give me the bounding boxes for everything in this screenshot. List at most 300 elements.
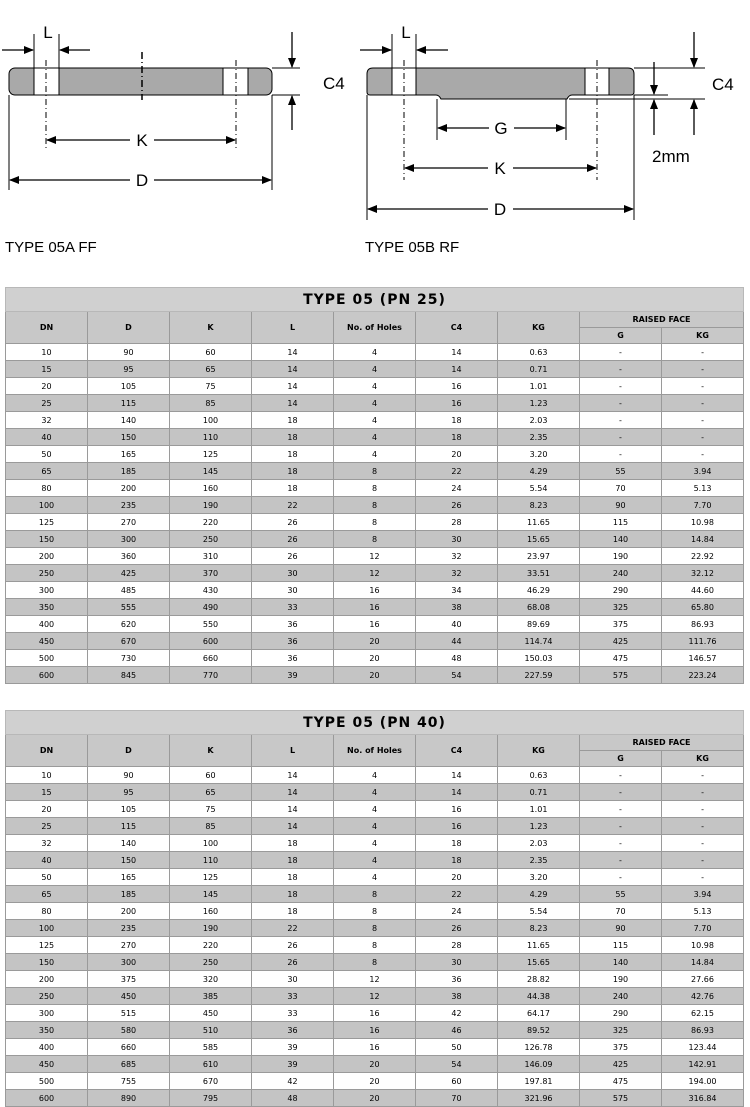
cell-rf-kg: - [662, 395, 744, 412]
cell-holes: 4 [334, 361, 416, 378]
cell-c4: 16 [416, 818, 498, 835]
cell-kg: 197.81 [498, 1073, 580, 1090]
cell-c4: 30 [416, 531, 498, 548]
cell-kg: 0.71 [498, 361, 580, 378]
cell-l: 26 [252, 514, 334, 531]
table-row [6, 497, 744, 514]
cell-l: 18 [252, 429, 334, 446]
cell-dn: 250 [6, 988, 88, 1005]
cell-holes: 8 [334, 920, 416, 937]
cell-rf-kg: - [662, 429, 744, 446]
cell-rf-g: 90 [580, 497, 662, 514]
cell-c4: 16 [416, 378, 498, 395]
cell-d: 90 [88, 767, 170, 784]
cell-dn: 10 [6, 767, 88, 784]
col-header-raised-face: RAISED FACE [580, 312, 744, 328]
cell-l: 22 [252, 497, 334, 514]
cell-k: 490 [170, 599, 252, 616]
cell-rf-g: 55 [580, 886, 662, 903]
cell-l: 36 [252, 616, 334, 633]
cell-rf-kg: 10.98 [662, 937, 744, 954]
cell-c4: 22 [416, 886, 498, 903]
cell-c4: 26 [416, 497, 498, 514]
cell-rf-kg: 10.98 [662, 514, 744, 531]
cell-kg: 150.03 [498, 650, 580, 667]
cell-holes: 8 [334, 480, 416, 497]
cell-holes: 4 [334, 429, 416, 446]
cell-d: 165 [88, 446, 170, 463]
cell-d: 620 [88, 616, 170, 633]
flange-drawings [0, 0, 750, 280]
col-header-dn: DN [6, 735, 88, 767]
cell-l: 39 [252, 1056, 334, 1073]
dim-label-l-b: L [401, 23, 411, 42]
col-header-dn: DN [6, 312, 88, 344]
cell-l: 18 [252, 886, 334, 903]
cell-dn: 250 [6, 565, 88, 582]
cell-dn: 500 [6, 650, 88, 667]
col-header-rf-kg: KG [662, 751, 744, 767]
cell-rf-g: 575 [580, 667, 662, 684]
cell-rf-g: - [580, 429, 662, 446]
cell-l: 18 [252, 835, 334, 852]
cell-rf-g: - [580, 446, 662, 463]
cell-dn: 350 [6, 599, 88, 616]
cell-holes: 4 [334, 818, 416, 835]
cell-holes: 4 [334, 852, 416, 869]
cell-k: 190 [170, 497, 252, 514]
cell-rf-kg: 7.70 [662, 497, 744, 514]
cell-rf-kg: 42.76 [662, 988, 744, 1005]
cell-d: 235 [88, 497, 170, 514]
table-row [6, 446, 744, 463]
cell-c4: 46 [416, 1022, 498, 1039]
cell-k: 110 [170, 852, 252, 869]
cell-c4: 34 [416, 582, 498, 599]
cell-rf-g: - [580, 869, 662, 886]
cell-dn: 200 [6, 971, 88, 988]
cell-k: 320 [170, 971, 252, 988]
col-header-c4: C4 [416, 735, 498, 767]
cell-rf-kg: - [662, 344, 744, 361]
cell-rf-kg: - [662, 801, 744, 818]
cell-kg: 227.59 [498, 667, 580, 684]
cell-dn: 40 [6, 852, 88, 869]
cell-c4: 36 [416, 971, 498, 988]
table-row [6, 429, 744, 446]
cell-rf-kg: 32.12 [662, 565, 744, 582]
cell-d: 845 [88, 667, 170, 684]
cell-dn: 80 [6, 903, 88, 920]
cell-l: 26 [252, 937, 334, 954]
cell-kg: 1.01 [498, 378, 580, 395]
cell-d: 185 [88, 886, 170, 903]
table-row [6, 480, 744, 497]
table-row [6, 1022, 744, 1039]
cell-dn: 300 [6, 1005, 88, 1022]
cell-holes: 4 [334, 835, 416, 852]
dim-label-2mm-b: 2mm [652, 147, 690, 166]
cell-holes: 8 [334, 903, 416, 920]
cell-rf-kg: 22.92 [662, 548, 744, 565]
cell-kg: 23.97 [498, 548, 580, 565]
cell-rf-kg: 194.00 [662, 1073, 744, 1090]
cell-dn: 15 [6, 784, 88, 801]
cell-kg: 64.17 [498, 1005, 580, 1022]
cell-rf-g: - [580, 344, 662, 361]
cell-d: 270 [88, 937, 170, 954]
cell-k: 310 [170, 548, 252, 565]
cell-rf-g: 90 [580, 920, 662, 937]
table-pn40-wrapper [5, 710, 743, 1107]
cell-rf-g: 375 [580, 1039, 662, 1056]
dim-label-l-a: L [43, 23, 53, 42]
cell-d: 755 [88, 1073, 170, 1090]
table-row [6, 784, 744, 801]
table-row [6, 531, 744, 548]
table-pn25-wrapper [5, 287, 743, 684]
cell-dn: 350 [6, 1022, 88, 1039]
cell-kg: 89.69 [498, 616, 580, 633]
cell-rf-g: 290 [580, 1005, 662, 1022]
cell-kg: 146.09 [498, 1056, 580, 1073]
cell-kg: 126.78 [498, 1039, 580, 1056]
dim-label-d-a: D [135, 171, 149, 190]
cell-rf-g: 290 [580, 582, 662, 599]
cell-dn: 300 [6, 582, 88, 599]
cell-d: 95 [88, 361, 170, 378]
cell-kg: 1.23 [498, 395, 580, 412]
cell-holes: 4 [334, 767, 416, 784]
cell-kg: 68.08 [498, 599, 580, 616]
cell-l: 39 [252, 667, 334, 684]
cell-k: 250 [170, 954, 252, 971]
cell-dn: 65 [6, 463, 88, 480]
table-row [6, 886, 744, 903]
cell-c4: 38 [416, 988, 498, 1005]
cell-c4: 54 [416, 1056, 498, 1073]
cell-d: 115 [88, 818, 170, 835]
cell-holes: 8 [334, 954, 416, 971]
cell-holes: 20 [334, 1073, 416, 1090]
col-header-c4: C4 [416, 312, 498, 344]
table-row [6, 463, 744, 480]
table-body-pn40 [6, 767, 744, 1107]
cell-k: 160 [170, 903, 252, 920]
cell-rf-kg: 86.93 [662, 616, 744, 633]
cell-l: 14 [252, 395, 334, 412]
cell-k: 220 [170, 514, 252, 531]
cell-dn: 125 [6, 514, 88, 531]
cell-k: 600 [170, 633, 252, 650]
col-header-holes: No. of Holes [334, 312, 416, 344]
cell-c4: 14 [416, 344, 498, 361]
cell-dn: 600 [6, 1090, 88, 1107]
cell-k: 250 [170, 531, 252, 548]
cell-kg: 2.35 [498, 429, 580, 446]
cell-kg: 0.71 [498, 784, 580, 801]
cell-k: 550 [170, 616, 252, 633]
cell-dn: 25 [6, 818, 88, 835]
cell-c4: 28 [416, 937, 498, 954]
cell-rf-g: - [580, 378, 662, 395]
cell-l: 18 [252, 463, 334, 480]
cell-dn: 600 [6, 667, 88, 684]
cell-rf-kg: 62.15 [662, 1005, 744, 1022]
table-row [6, 954, 744, 971]
cell-rf-g: 115 [580, 937, 662, 954]
cell-c4: 14 [416, 784, 498, 801]
cell-c4: 16 [416, 395, 498, 412]
cell-rf-g: - [580, 412, 662, 429]
cell-d: 450 [88, 988, 170, 1005]
cell-l: 33 [252, 1005, 334, 1022]
cell-holes: 16 [334, 1022, 416, 1039]
cell-rf-g: - [580, 395, 662, 412]
cell-k: 65 [170, 784, 252, 801]
cell-l: 14 [252, 378, 334, 395]
cell-d: 90 [88, 344, 170, 361]
cell-d: 515 [88, 1005, 170, 1022]
cell-kg: 33.51 [498, 565, 580, 582]
cell-k: 60 [170, 344, 252, 361]
col-header-k: K [170, 735, 252, 767]
col-header-d: D [88, 735, 170, 767]
cell-kg: 8.23 [498, 497, 580, 514]
cell-holes: 4 [334, 395, 416, 412]
cell-holes: 16 [334, 1005, 416, 1022]
cell-rf-kg: 111.76 [662, 633, 744, 650]
cell-holes: 8 [334, 514, 416, 531]
cell-l: 26 [252, 548, 334, 565]
flange-diagrams [0, 0, 750, 280]
cell-d: 200 [88, 480, 170, 497]
cell-holes: 16 [334, 582, 416, 599]
cell-kg: 44.38 [498, 988, 580, 1005]
cell-rf-g: 425 [580, 633, 662, 650]
dim-label-k-a: K [136, 131, 148, 150]
cell-c4: 26 [416, 920, 498, 937]
cell-l: 42 [252, 1073, 334, 1090]
cell-l: 18 [252, 412, 334, 429]
cell-kg: 114.74 [498, 633, 580, 650]
cell-dn: 10 [6, 344, 88, 361]
cell-c4: 30 [416, 954, 498, 971]
cell-l: 30 [252, 565, 334, 582]
cell-c4: 70 [416, 1090, 498, 1107]
cell-d: 730 [88, 650, 170, 667]
cell-dn: 125 [6, 937, 88, 954]
table-row [6, 937, 744, 954]
cell-rf-kg: - [662, 446, 744, 463]
cell-d: 140 [88, 412, 170, 429]
cell-kg: 89.52 [498, 1022, 580, 1039]
cell-rf-kg: - [662, 818, 744, 835]
cell-rf-kg: 3.94 [662, 463, 744, 480]
cell-k: 370 [170, 565, 252, 582]
cell-holes: 12 [334, 988, 416, 1005]
table-row [6, 344, 744, 361]
cell-l: 18 [252, 480, 334, 497]
cell-holes: 4 [334, 446, 416, 463]
table-row [6, 395, 744, 412]
cell-k: 385 [170, 988, 252, 1005]
cell-kg: 46.29 [498, 582, 580, 599]
cell-holes: 4 [334, 801, 416, 818]
col-header-l: L [252, 735, 334, 767]
cell-rf-g: 375 [580, 616, 662, 633]
cell-rf-g: 240 [580, 988, 662, 1005]
table-row [6, 667, 744, 684]
table-row [6, 548, 744, 565]
table-row [6, 616, 744, 633]
cell-kg: 5.54 [498, 903, 580, 920]
cell-k: 190 [170, 920, 252, 937]
cell-d: 105 [88, 801, 170, 818]
cell-c4: 38 [416, 599, 498, 616]
flange-table-pn25 [5, 287, 744, 684]
cell-dn: 400 [6, 1039, 88, 1056]
cell-dn: 32 [6, 412, 88, 429]
cell-holes: 12 [334, 565, 416, 582]
cell-d: 150 [88, 852, 170, 869]
cell-holes: 20 [334, 650, 416, 667]
cell-kg: 2.03 [498, 835, 580, 852]
cell-l: 18 [252, 869, 334, 886]
cell-rf-g: 325 [580, 1022, 662, 1039]
cell-rf-kg: - [662, 361, 744, 378]
cell-holes: 4 [334, 344, 416, 361]
cell-dn: 50 [6, 869, 88, 886]
table-title: TYPE 05 (PN 40) [6, 711, 744, 735]
cell-rf-kg: - [662, 869, 744, 886]
cell-k: 795 [170, 1090, 252, 1107]
cell-c4: 14 [416, 767, 498, 784]
cell-dn: 25 [6, 395, 88, 412]
cell-dn: 450 [6, 633, 88, 650]
cell-rf-g: 240 [580, 565, 662, 582]
cell-rf-kg: 123.44 [662, 1039, 744, 1056]
cell-d: 165 [88, 869, 170, 886]
cell-l: 26 [252, 954, 334, 971]
cell-rf-g: 575 [580, 1090, 662, 1107]
cell-l: 39 [252, 1039, 334, 1056]
cell-dn: 150 [6, 954, 88, 971]
cell-d: 115 [88, 395, 170, 412]
cell-d: 300 [88, 954, 170, 971]
cell-dn: 15 [6, 361, 88, 378]
cell-k: 125 [170, 446, 252, 463]
cell-holes: 8 [334, 531, 416, 548]
cell-kg: 2.35 [498, 852, 580, 869]
cell-dn: 400 [6, 616, 88, 633]
cell-holes: 20 [334, 633, 416, 650]
cell-holes: 4 [334, 378, 416, 395]
cell-d: 235 [88, 920, 170, 937]
cell-l: 14 [252, 361, 334, 378]
table-row [6, 514, 744, 531]
dim-label-g-b: G [494, 119, 508, 138]
cell-d: 200 [88, 903, 170, 920]
cell-dn: 200 [6, 548, 88, 565]
cell-k: 60 [170, 767, 252, 784]
col-header-d: D [88, 312, 170, 344]
table-row [6, 378, 744, 395]
cell-k: 450 [170, 1005, 252, 1022]
cell-rf-g: 55 [580, 463, 662, 480]
cell-k: 85 [170, 395, 252, 412]
cell-c4: 50 [416, 1039, 498, 1056]
cell-rf-kg: 3.94 [662, 886, 744, 903]
table-row [6, 767, 744, 784]
cell-dn: 80 [6, 480, 88, 497]
cell-d: 140 [88, 835, 170, 852]
dim-label-k-b: K [494, 159, 506, 178]
cell-c4: 40 [416, 616, 498, 633]
table-row [6, 412, 744, 429]
cell-k: 145 [170, 463, 252, 480]
cell-rf-g: - [580, 767, 662, 784]
cell-k: 660 [170, 650, 252, 667]
cell-rf-kg: 316.84 [662, 1090, 744, 1107]
cell-holes: 20 [334, 1090, 416, 1107]
cell-k: 75 [170, 378, 252, 395]
cell-rf-kg: 5.13 [662, 903, 744, 920]
cell-rf-kg: - [662, 378, 744, 395]
cell-rf-g: 475 [580, 650, 662, 667]
cell-dn: 50 [6, 446, 88, 463]
cell-holes: 8 [334, 886, 416, 903]
table-body-pn25 [6, 344, 744, 684]
cell-l: 36 [252, 650, 334, 667]
diagram-b [360, 23, 734, 221]
cell-dn: 100 [6, 497, 88, 514]
table-row [6, 1039, 744, 1056]
cell-rf-kg: - [662, 784, 744, 801]
cell-c4: 18 [416, 412, 498, 429]
cell-k: 85 [170, 818, 252, 835]
cell-dn: 32 [6, 835, 88, 852]
cell-k: 145 [170, 886, 252, 903]
col-header-rf-g: G [580, 751, 662, 767]
table-row [6, 988, 744, 1005]
cell-rf-kg: - [662, 835, 744, 852]
caption-type-05a: TYPE 05A FF [5, 239, 97, 256]
cell-d: 185 [88, 463, 170, 480]
col-header-rf-kg: KG [662, 328, 744, 344]
cell-l: 18 [252, 903, 334, 920]
cell-holes: 12 [334, 971, 416, 988]
cell-dn: 40 [6, 429, 88, 446]
cell-l: 26 [252, 531, 334, 548]
cell-holes: 16 [334, 616, 416, 633]
cell-d: 580 [88, 1022, 170, 1039]
cell-holes: 8 [334, 937, 416, 954]
cell-l: 30 [252, 971, 334, 988]
dim-label-d-b: D [493, 200, 507, 219]
cell-rf-g: 190 [580, 971, 662, 988]
cell-holes: 16 [334, 1039, 416, 1056]
cell-l: 36 [252, 1022, 334, 1039]
cell-kg: 5.54 [498, 480, 580, 497]
cell-c4: 20 [416, 446, 498, 463]
cell-k: 100 [170, 412, 252, 429]
diagram-a [2, 23, 345, 192]
cell-l: 14 [252, 818, 334, 835]
cell-c4: 42 [416, 1005, 498, 1022]
dim-label-c4-a: C4 [323, 74, 345, 93]
cell-kg: 1.23 [498, 818, 580, 835]
